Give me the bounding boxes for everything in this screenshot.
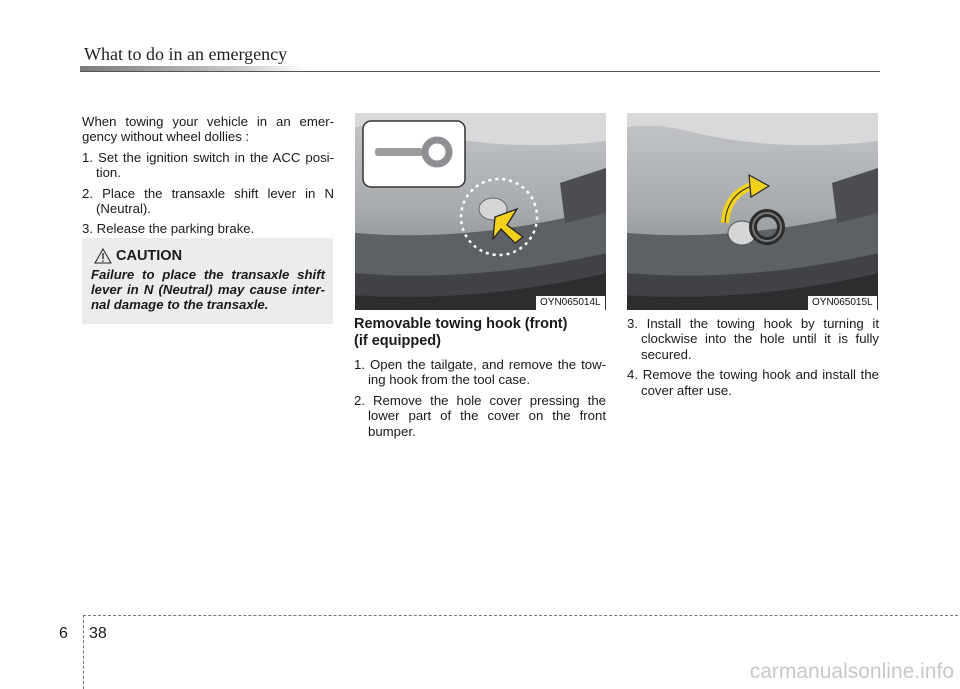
hook-step-2 (354, 393, 606, 439)
step-number: 3. (627, 316, 638, 331)
step-text: Place the transaxle shift lever in N (Neutral). (96, 185, 334, 217)
chapter-number: 6 (59, 625, 68, 642)
step-text: Remove the hole cover pressing the lower part of the cover on the front bumper. (368, 392, 606, 439)
hook-step-1 (354, 357, 606, 388)
step-number: 1. (354, 357, 365, 372)
column-1 (82, 114, 334, 242)
step-number: 2. (354, 392, 365, 408)
caution-box (82, 238, 333, 324)
intro-step-1 (82, 150, 334, 181)
watermark: carmanualsonline.info (749, 660, 954, 683)
intro-step-3 (82, 221, 334, 236)
step-number: 4. (627, 367, 638, 383)
footer-rule (83, 615, 960, 616)
intro-step-2 (82, 186, 334, 217)
section-heading (354, 316, 606, 349)
step-number: 1. (82, 149, 93, 165)
page-number: 38 (89, 625, 107, 642)
step-text: Install the towing hook by turning it clockwise into the hole until it is fully secured. (641, 316, 879, 362)
column-2 (354, 316, 606, 444)
figure-code-label: OYN065014L (536, 296, 605, 310)
step-text: Open the tailgate, and remove the tow-ing hook from the tool case. (368, 357, 606, 388)
step-text: Remove the towing hook and install the cover after use. (641, 367, 879, 398)
hook-step-3 (627, 316, 879, 362)
section-heading-line2: (if equipped) (354, 332, 441, 349)
step-text: Set the ignition switch in the ACC posi-tion. (96, 149, 335, 181)
warning-triangle-icon (94, 248, 112, 264)
figure-hook-removal (355, 113, 606, 310)
hook-step-4 (627, 367, 879, 398)
header-rule (80, 66, 880, 72)
step-number: 3. (82, 221, 93, 237)
figure-code-label: OYN065015L (808, 296, 877, 310)
intro-paragraph: When towing your vehicle in an emer-gency without wheel dollies : (82, 114, 334, 145)
step-text: Release the parking brake. (96, 221, 255, 237)
figure-hook-install (627, 113, 878, 310)
caution-title: CAUTION (116, 248, 183, 264)
caution-body: Failure to place the transaxle shift lever in N (Neutral) may cause inter-nal damage to the transaxle. (91, 267, 325, 313)
towing-hook-and-hole-cover-illustration (355, 113, 606, 310)
column-3 (627, 316, 879, 403)
section-heading-line1: Removable towing hook (front) (354, 316, 568, 332)
towing-hook-installed-illustration (627, 113, 878, 310)
footer-divider (83, 615, 84, 689)
page-header-title: What to do in an emergency (84, 44, 288, 64)
header-rule-line (80, 71, 880, 72)
step-number: 2. (82, 185, 93, 201)
